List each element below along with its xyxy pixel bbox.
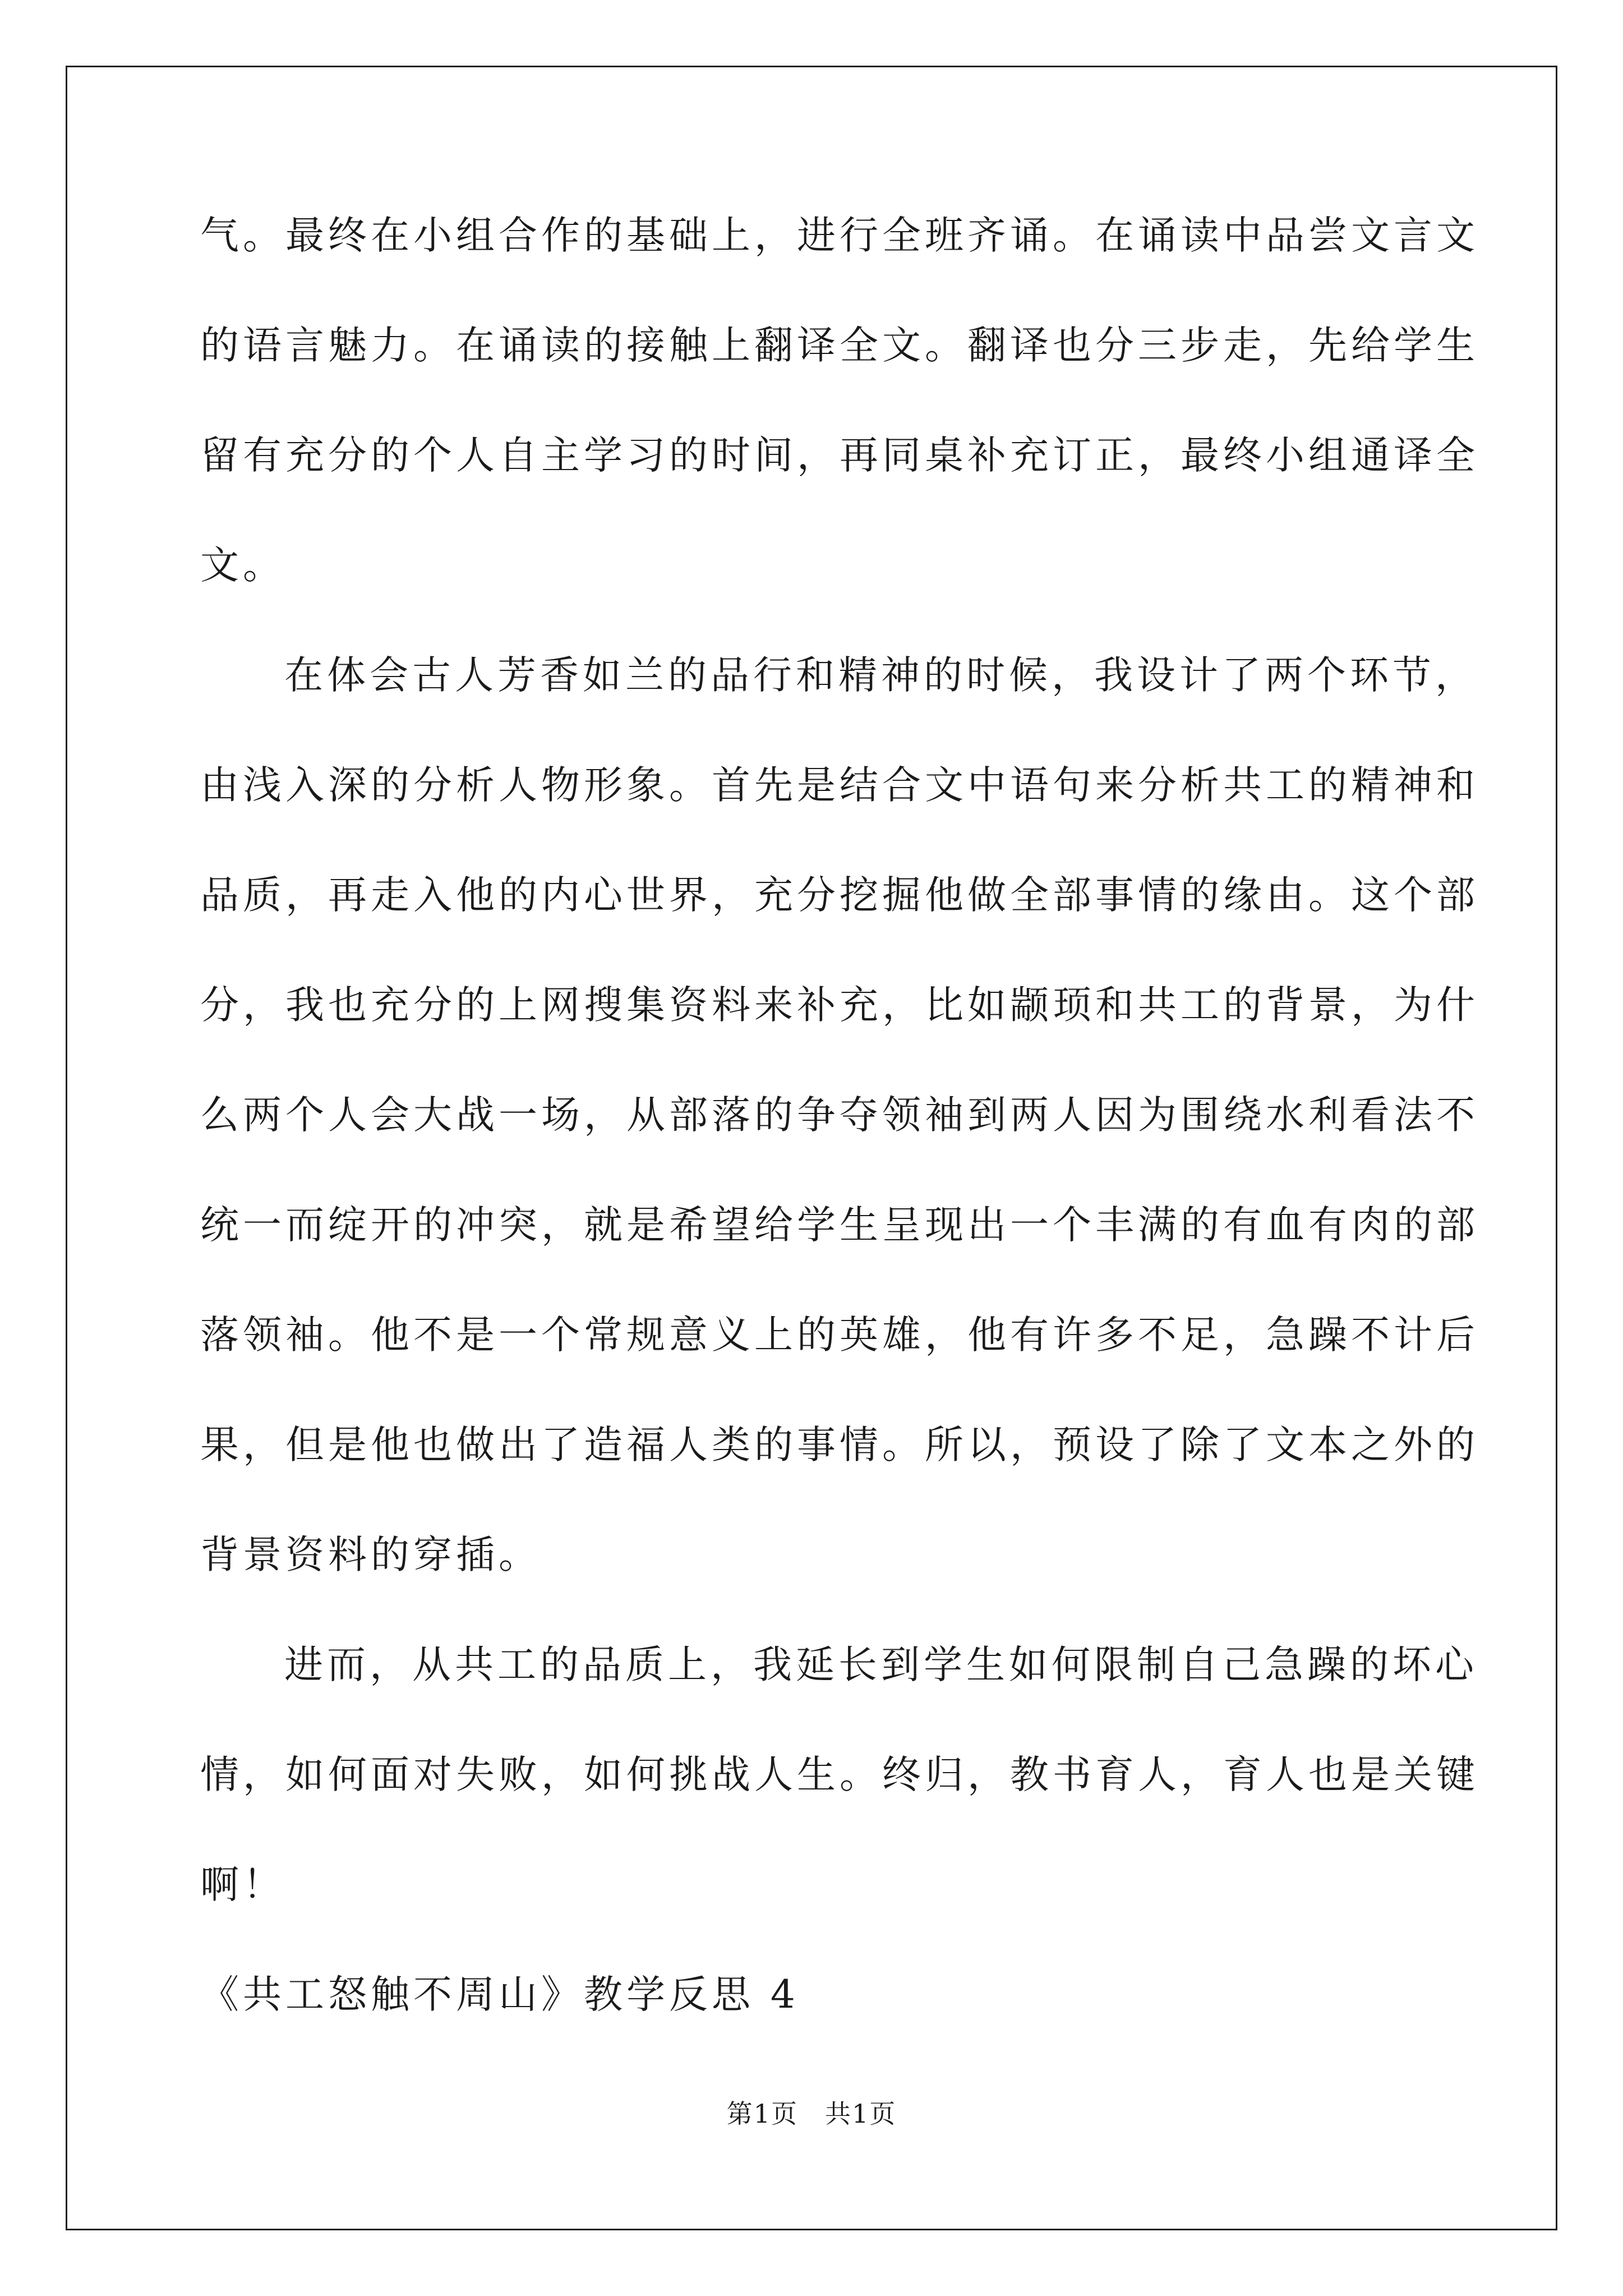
page-border xyxy=(66,66,1557,2230)
paragraph-first-line: 进而，从共工的品质上，我延长到学生如何限制自己急躁的坏心 xyxy=(284,1642,1478,1687)
text-line: 情，如何面对失败，如何挑战人生。终归，教书育人，育人也是关键 xyxy=(200,1752,1479,1797)
text-line: 留有充分的个人自主学习的时间，再同桌补充订正，最终小组通译全 xyxy=(200,433,1479,478)
text-line: 果，但是他也做出了造福人类的事情。所以，预设了除了文本之外的 xyxy=(200,1423,1479,1467)
section-heading: 《共工怒触不周山》教学反思 4 xyxy=(200,1972,799,2017)
text-line: 背景资料的穿插。 xyxy=(200,1533,541,1577)
text-line: 气。最终在小组合作的基础上，进行全班齐诵。在诵读中品尝文言文 xyxy=(200,213,1479,258)
text-line: 文。 xyxy=(200,543,285,588)
page-footer: 第1页 共1页 xyxy=(726,2099,897,2129)
text-line: 啊！ xyxy=(200,1862,285,1907)
text-line: 的语言魅力。在诵读的接触上翻译全文。翻译也分三步走，先给学生 xyxy=(200,323,1479,368)
text-line: 分，我也充分的上网搜集资料来补充，比如颛顼和共工的背景，为什 xyxy=(200,983,1479,1028)
text-line: 么两个人会大战一场，从部落的争夺领袖到两人因为围绕水利看法不 xyxy=(200,1093,1479,1138)
text-line: 落领袖。他不是一个常规意义上的英雄，他有许多不足，急躁不计后 xyxy=(200,1313,1479,1358)
text-line: 统一而绽开的冲突，就是希望给学生呈现出一个丰满的有血有肉的部 xyxy=(200,1203,1479,1248)
text-line: 由浅入深的分析人物形象。首先是结合文中语句来分析共工的精神和 xyxy=(200,763,1479,808)
text-line: 品质，再走入他的内心世界，充分挖掘他做全部事情的缘由。这个部 xyxy=(200,873,1479,918)
paragraph-first-line: 在体会古人芳香如兰的品行和精神的时候，我设计了两个环节， xyxy=(284,653,1478,698)
